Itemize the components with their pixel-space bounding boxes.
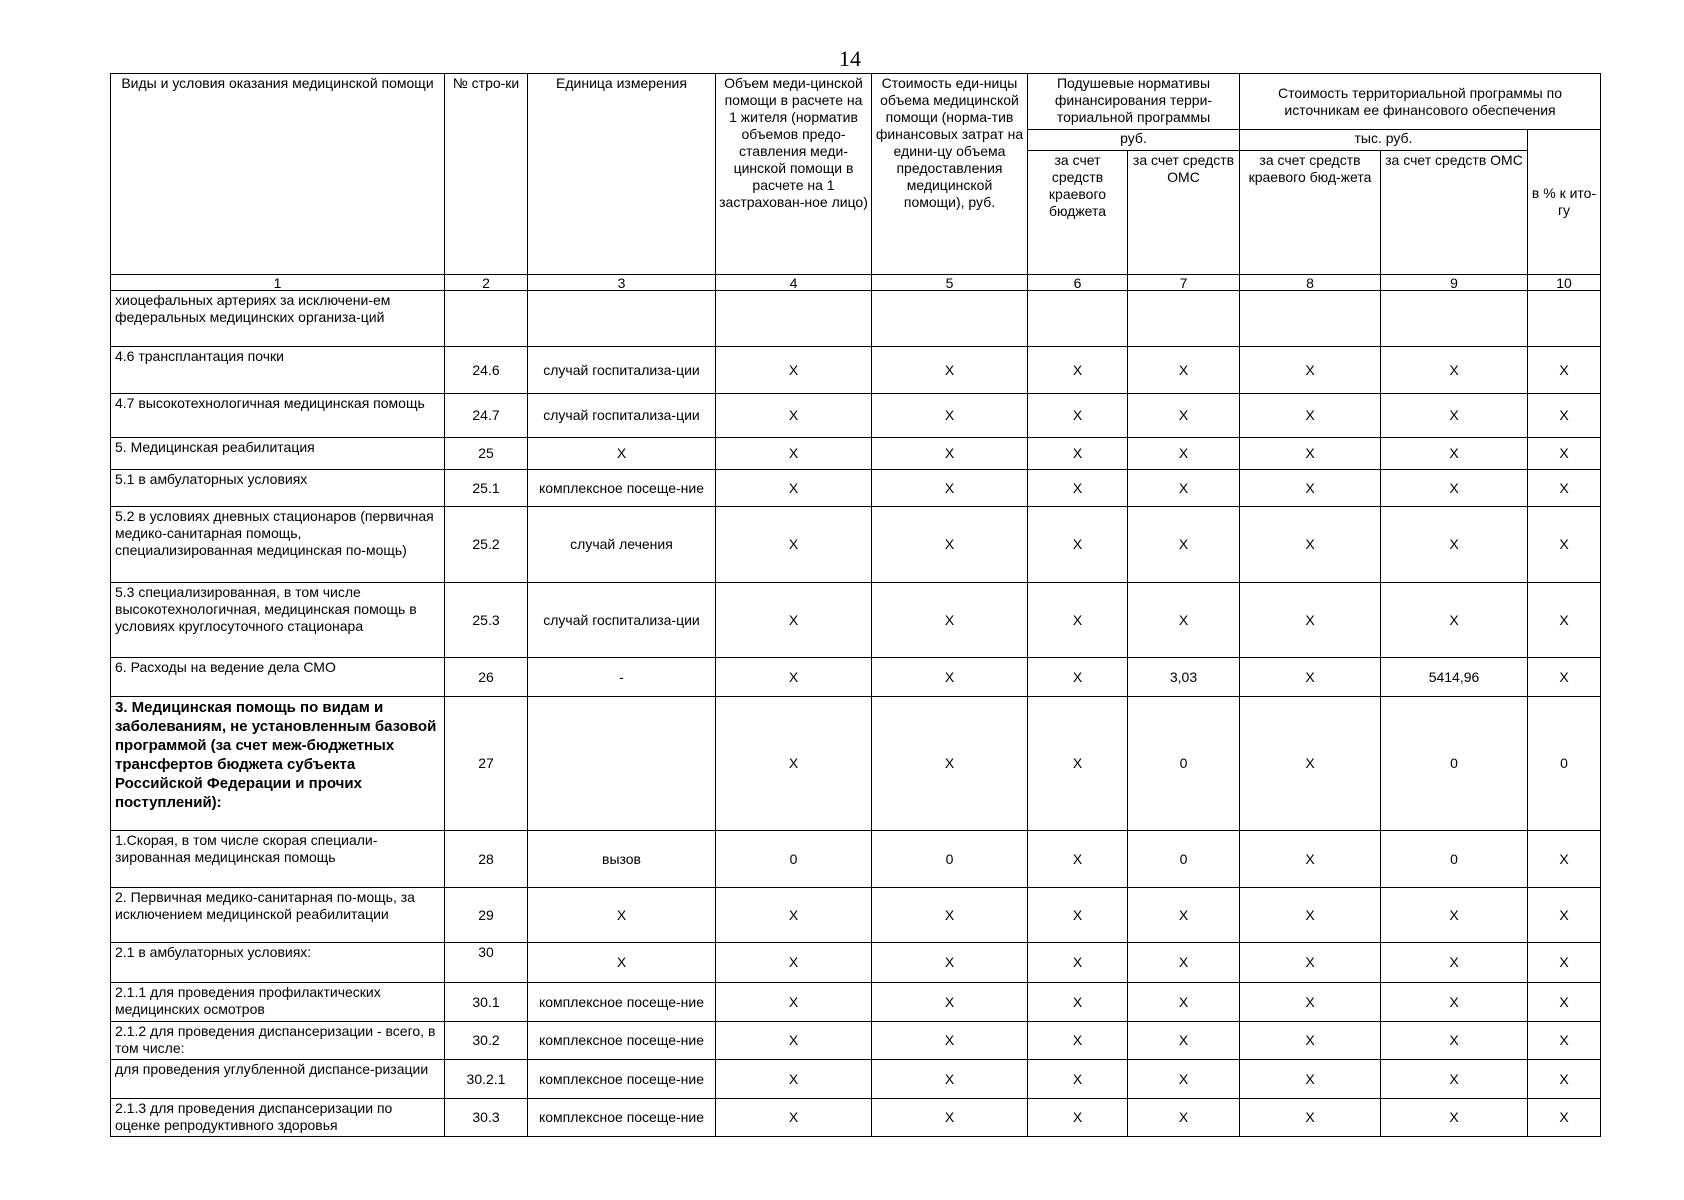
row-percent-total: Х xyxy=(1528,394,1601,438)
header-norms-unit: руб. xyxy=(1028,130,1240,151)
row-unit: комплексное посеще-ние xyxy=(528,1022,716,1060)
row-oms-norm xyxy=(1128,291,1240,347)
row-unit-cost: 0 xyxy=(872,831,1028,888)
row-line-number: 25.3 xyxy=(445,583,528,658)
row-regional-budget-norm: Х xyxy=(1028,583,1128,658)
row-oms-cost: Х xyxy=(1381,470,1528,507)
row-regional-budget-cost: Х xyxy=(1240,438,1381,470)
row-oms-norm: Х xyxy=(1128,507,1240,583)
row-unit: Х xyxy=(528,888,716,943)
row-volume: Х xyxy=(716,1060,872,1099)
table-row xyxy=(111,943,1601,983)
row-volume: Х xyxy=(716,888,872,943)
row-percent-total xyxy=(1528,291,1601,347)
row-regional-budget-cost: Х xyxy=(1240,943,1381,983)
row-regional-budget-cost: Х xyxy=(1240,394,1381,438)
row-oms-cost: Х xyxy=(1381,438,1528,470)
table-header xyxy=(111,74,1601,291)
row-name: 2.1 в амбулаторных условиях: xyxy=(111,943,445,983)
row-percent-total: 0 xyxy=(1528,697,1601,831)
column-numbers-row xyxy=(111,275,1601,291)
row-line-number: 30 xyxy=(445,943,528,983)
table-row xyxy=(111,658,1601,697)
row-regional-budget-norm: Х xyxy=(1028,658,1128,697)
table-row xyxy=(111,507,1601,583)
row-regional-budget-cost: Х xyxy=(1240,831,1381,888)
row-regional-budget-cost: Х xyxy=(1240,658,1381,697)
row-oms-cost: Х xyxy=(1381,1099,1528,1137)
row-oms-cost: Х xyxy=(1381,1022,1528,1060)
row-volume: Х xyxy=(716,1022,872,1060)
row-regional-budget-norm: Х xyxy=(1028,347,1128,394)
row-name: 1.Скорая, в том числе скорая специали-зированная медицинская помощь xyxy=(111,831,445,888)
row-oms-norm: Х xyxy=(1128,943,1240,983)
header-cost-unit: тыс. руб. xyxy=(1240,130,1528,151)
row-name: 5.3 специализированная, в том числе высокотехнологичная, медицинская помощь в условиях круглосуточного стационара xyxy=(111,583,445,658)
row-oms-cost: 0 xyxy=(1381,831,1528,888)
row-volume: Х xyxy=(716,394,872,438)
row-line-number: 25.1 xyxy=(445,470,528,507)
table-row xyxy=(111,888,1601,943)
row-name: 4.6 трансплантация почки xyxy=(111,347,445,394)
row-oms-cost: 0 xyxy=(1381,697,1528,831)
row-line-number: 30.1 xyxy=(445,983,528,1022)
row-regional-budget-norm: Х xyxy=(1028,1022,1128,1060)
column-number: 8 xyxy=(1240,275,1381,291)
row-regional-budget-norm: Х xyxy=(1028,888,1128,943)
row-name: для проведения углубленной диспансе-ризации xyxy=(111,1060,445,1099)
row-name: 5.1 в амбулаторных условиях xyxy=(111,470,445,507)
header-kind: Виды и условия оказания медицинской помощи xyxy=(111,74,445,275)
row-unit-cost: Х xyxy=(872,583,1028,658)
row-regional-budget-norm: Х xyxy=(1028,394,1128,438)
row-unit: вызов xyxy=(528,831,716,888)
row-oms-norm: Х xyxy=(1128,1022,1240,1060)
row-oms-cost: Х xyxy=(1381,983,1528,1022)
row-unit: случай лечения xyxy=(528,507,716,583)
table-row xyxy=(111,1022,1601,1060)
column-number: 9 xyxy=(1381,275,1528,291)
header-unit: Единица измерения xyxy=(528,74,716,275)
row-percent-total: Х xyxy=(1528,1022,1601,1060)
row-line-number: 28 xyxy=(445,831,528,888)
row-unit-cost: Х xyxy=(872,658,1028,697)
header-oms-norm: за счет средств ОМС xyxy=(1128,151,1240,275)
row-percent-total: Х xyxy=(1528,1099,1601,1137)
table-row xyxy=(111,438,1601,470)
row-percent-total: Х xyxy=(1528,470,1601,507)
header-regional-budget-norm: за счет средств краевого бюджета xyxy=(1028,151,1128,275)
row-regional-budget-cost xyxy=(1240,291,1381,347)
row-name: 2.1.3 для проведения диспансеризации по оценке репродуктивного здоровья xyxy=(111,1099,445,1137)
table-row xyxy=(111,347,1601,394)
row-regional-budget-cost: Х xyxy=(1240,470,1381,507)
row-regional-budget-norm: Х xyxy=(1028,1099,1128,1137)
row-regional-budget-norm: Х xyxy=(1028,1060,1128,1099)
row-regional-budget-norm: Х xyxy=(1028,831,1128,888)
row-regional-budget-cost: Х xyxy=(1240,347,1381,394)
row-regional-budget-norm: Х xyxy=(1028,697,1128,831)
row-volume: Х xyxy=(716,983,872,1022)
row-oms-norm: 3,03 xyxy=(1128,658,1240,697)
row-oms-cost: Х xyxy=(1381,943,1528,983)
row-name: хиоцефальных артериях за исключени-ем федеральных медицинских организа-ций xyxy=(111,291,445,347)
row-unit-cost: Х xyxy=(872,507,1028,583)
row-line-number: 26 xyxy=(445,658,528,697)
row-unit: случай госпитализа-ции xyxy=(528,394,716,438)
row-regional-budget-norm: Х xyxy=(1028,983,1128,1022)
row-volume: 0 xyxy=(716,831,872,888)
row-unit-cost: Х xyxy=(872,347,1028,394)
table-row xyxy=(111,697,1601,831)
row-percent-total: Х xyxy=(1528,1060,1601,1099)
row-unit xyxy=(528,697,716,831)
column-number: 2 xyxy=(445,275,528,291)
row-unit: комплексное посеще-ние xyxy=(528,470,716,507)
row-percent-total: Х xyxy=(1528,347,1601,394)
row-line-number: 30.2 xyxy=(445,1022,528,1060)
row-name: 2.1.1 для проведения профилактических медицинских осмотров xyxy=(111,983,445,1022)
table-row xyxy=(111,983,1601,1022)
table-row xyxy=(111,394,1601,438)
row-oms-cost: Х xyxy=(1381,583,1528,658)
row-unit: случай госпитализа-ции xyxy=(528,583,716,658)
table-body xyxy=(111,291,1601,1137)
row-oms-norm: Х xyxy=(1128,1099,1240,1137)
row-regional-budget-cost: Х xyxy=(1240,583,1381,658)
row-unit: комплексное посеще-ние xyxy=(528,1060,716,1099)
row-volume: Х xyxy=(716,438,872,470)
row-unit-cost: Х xyxy=(872,394,1028,438)
row-percent-total: Х xyxy=(1528,888,1601,943)
row-oms-norm: Х xyxy=(1128,347,1240,394)
column-number: 7 xyxy=(1128,275,1240,291)
header-regional-budget-cost: за счет средств краевого бюд-жета xyxy=(1240,151,1381,275)
header-percent-total: в % к ито-гу xyxy=(1528,130,1601,275)
row-percent-total: Х xyxy=(1528,831,1601,888)
row-unit: Х xyxy=(528,438,716,470)
table-row xyxy=(111,831,1601,888)
row-oms-cost: Х xyxy=(1381,347,1528,394)
column-number: 4 xyxy=(716,275,872,291)
row-regional-budget-cost: Х xyxy=(1240,983,1381,1022)
row-oms-norm: Х xyxy=(1128,438,1240,470)
row-line-number: 25 xyxy=(445,438,528,470)
row-unit-cost: Х xyxy=(872,888,1028,943)
row-oms-norm: 0 xyxy=(1128,831,1240,888)
row-oms-cost: Х xyxy=(1381,394,1528,438)
table-row xyxy=(111,291,1601,347)
row-regional-budget-cost: Х xyxy=(1240,1099,1381,1137)
header-volume: Объем меди-цинской помощи в расчете на 1 жителя (норматив объемов предо-ставления меди-цинской помощи в расчете на 1 застрахован-ное лицо) xyxy=(716,74,872,275)
header-per-capita-norms: Подушевые нормативы финансирования терри-ториальной программы xyxy=(1028,74,1240,130)
row-line-number: 27 xyxy=(445,697,528,831)
row-unit: случай госпитализа-ции xyxy=(528,347,716,394)
table-row xyxy=(111,1060,1601,1099)
header-line-number: № стро-ки xyxy=(445,74,528,275)
row-oms-norm: 0 xyxy=(1128,697,1240,831)
row-oms-norm: Х xyxy=(1128,394,1240,438)
row-regional-budget-norm: Х xyxy=(1028,943,1128,983)
row-volume: Х xyxy=(716,470,872,507)
row-name: 2. Первичная медико-санитарная по-мощь, за исключением медицинской реабилитации xyxy=(111,888,445,943)
table-row xyxy=(111,470,1601,507)
row-name: 4.7 высокотехнологичная медицинская помощь xyxy=(111,394,445,438)
row-line-number: 24.7 xyxy=(445,394,528,438)
column-number: 10 xyxy=(1528,275,1601,291)
header-unit-cost: Стоимость еди-ницы объема медицинской помощи (норма-тив финансовых затрат на едини-цу объема предоставления медицинской помощи), руб. xyxy=(872,74,1028,275)
row-line-number xyxy=(445,291,528,347)
row-unit-cost: Х xyxy=(872,438,1028,470)
row-regional-budget-cost: Х xyxy=(1240,697,1381,831)
row-percent-total: Х xyxy=(1528,658,1601,697)
row-volume: Х xyxy=(716,1099,872,1137)
row-oms-cost: Х xyxy=(1381,888,1528,943)
row-regional-budget-norm: Х xyxy=(1028,438,1128,470)
row-oms-norm: Х xyxy=(1128,983,1240,1022)
page-number: 14 xyxy=(839,46,861,71)
row-volume: Х xyxy=(716,507,872,583)
row-name: 5.2 в условиях дневных стационаров (первичная медико-санитарная помощь, специализированная медицинская по-мощь) xyxy=(111,507,445,583)
row-oms-cost: Х xyxy=(1381,507,1528,583)
row-unit-cost: Х xyxy=(872,1060,1028,1099)
row-percent-total: Х xyxy=(1528,583,1601,658)
row-regional-budget-norm: Х xyxy=(1028,470,1128,507)
row-unit: Х xyxy=(528,943,716,983)
row-oms-cost: 5414,96 xyxy=(1381,658,1528,697)
row-name: 3. Медицинская помощь по видам и заболеваниям, не установленным базовой программой (за счет меж-бюджетных трансфертов бюджета субъекта Российской Федерации и прочих поступлений): xyxy=(111,697,445,831)
row-percent-total: Х xyxy=(1528,438,1601,470)
row-regional-budget-cost: Х xyxy=(1240,507,1381,583)
row-unit-cost xyxy=(872,291,1028,347)
row-volume: Х xyxy=(716,583,872,658)
row-volume: Х xyxy=(716,697,872,831)
row-name: 2.1.2 для проведения диспансеризации - всего, в том числе: xyxy=(111,1022,445,1060)
row-oms-norm: Х xyxy=(1128,1060,1240,1099)
row-regional-budget-norm: Х xyxy=(1028,507,1128,583)
row-unit-cost: Х xyxy=(872,1022,1028,1060)
column-number: 5 xyxy=(872,275,1028,291)
column-number: 6 xyxy=(1028,275,1128,291)
row-oms-cost xyxy=(1381,291,1528,347)
row-oms-cost: Х xyxy=(1381,1060,1528,1099)
row-line-number: 29 xyxy=(445,888,528,943)
row-volume: Х xyxy=(716,943,872,983)
row-name: 6. Расходы на ведение дела СМО xyxy=(111,658,445,697)
row-percent-total: Х xyxy=(1528,507,1601,583)
column-number: 3 xyxy=(528,275,716,291)
row-unit-cost: Х xyxy=(872,983,1028,1022)
row-volume: Х xyxy=(716,347,872,394)
row-unit: комплексное посеще-ние xyxy=(528,1099,716,1137)
row-regional-budget-cost: Х xyxy=(1240,1060,1381,1099)
row-regional-budget-cost: Х xyxy=(1240,1022,1381,1060)
row-unit-cost: Х xyxy=(872,1099,1028,1137)
row-volume: Х xyxy=(716,658,872,697)
row-line-number: 24.6 xyxy=(445,347,528,394)
row-unit: - xyxy=(528,658,716,697)
table-row xyxy=(111,583,1601,658)
row-percent-total: Х xyxy=(1528,983,1601,1022)
header-oms-cost: за счет средств ОМС xyxy=(1381,151,1528,275)
row-volume xyxy=(716,291,872,347)
row-line-number: 30.2.1 xyxy=(445,1060,528,1099)
row-regional-budget-cost: Х xyxy=(1240,888,1381,943)
row-oms-norm: Х xyxy=(1128,470,1240,507)
row-name: 5. Медицинская реабилитация xyxy=(111,438,445,470)
row-oms-norm: Х xyxy=(1128,888,1240,943)
row-unit-cost: Х xyxy=(872,470,1028,507)
row-unit: комплексное посеще-ние xyxy=(528,983,716,1022)
program-cost-table xyxy=(110,73,1601,1137)
row-percent-total: Х xyxy=(1528,943,1601,983)
row-unit-cost: Х xyxy=(872,943,1028,983)
table-row xyxy=(111,1099,1601,1137)
row-unit-cost: Х xyxy=(872,697,1028,831)
row-unit xyxy=(528,291,716,347)
header-program-cost: Стоимость территориальной программы по источникам ее финансового обеспечения xyxy=(1240,74,1601,130)
row-oms-norm: Х xyxy=(1128,583,1240,658)
row-line-number: 30.3 xyxy=(445,1099,528,1137)
row-regional-budget-norm xyxy=(1028,291,1128,347)
column-number: 1 xyxy=(111,275,445,291)
row-line-number: 25.2 xyxy=(445,507,528,583)
